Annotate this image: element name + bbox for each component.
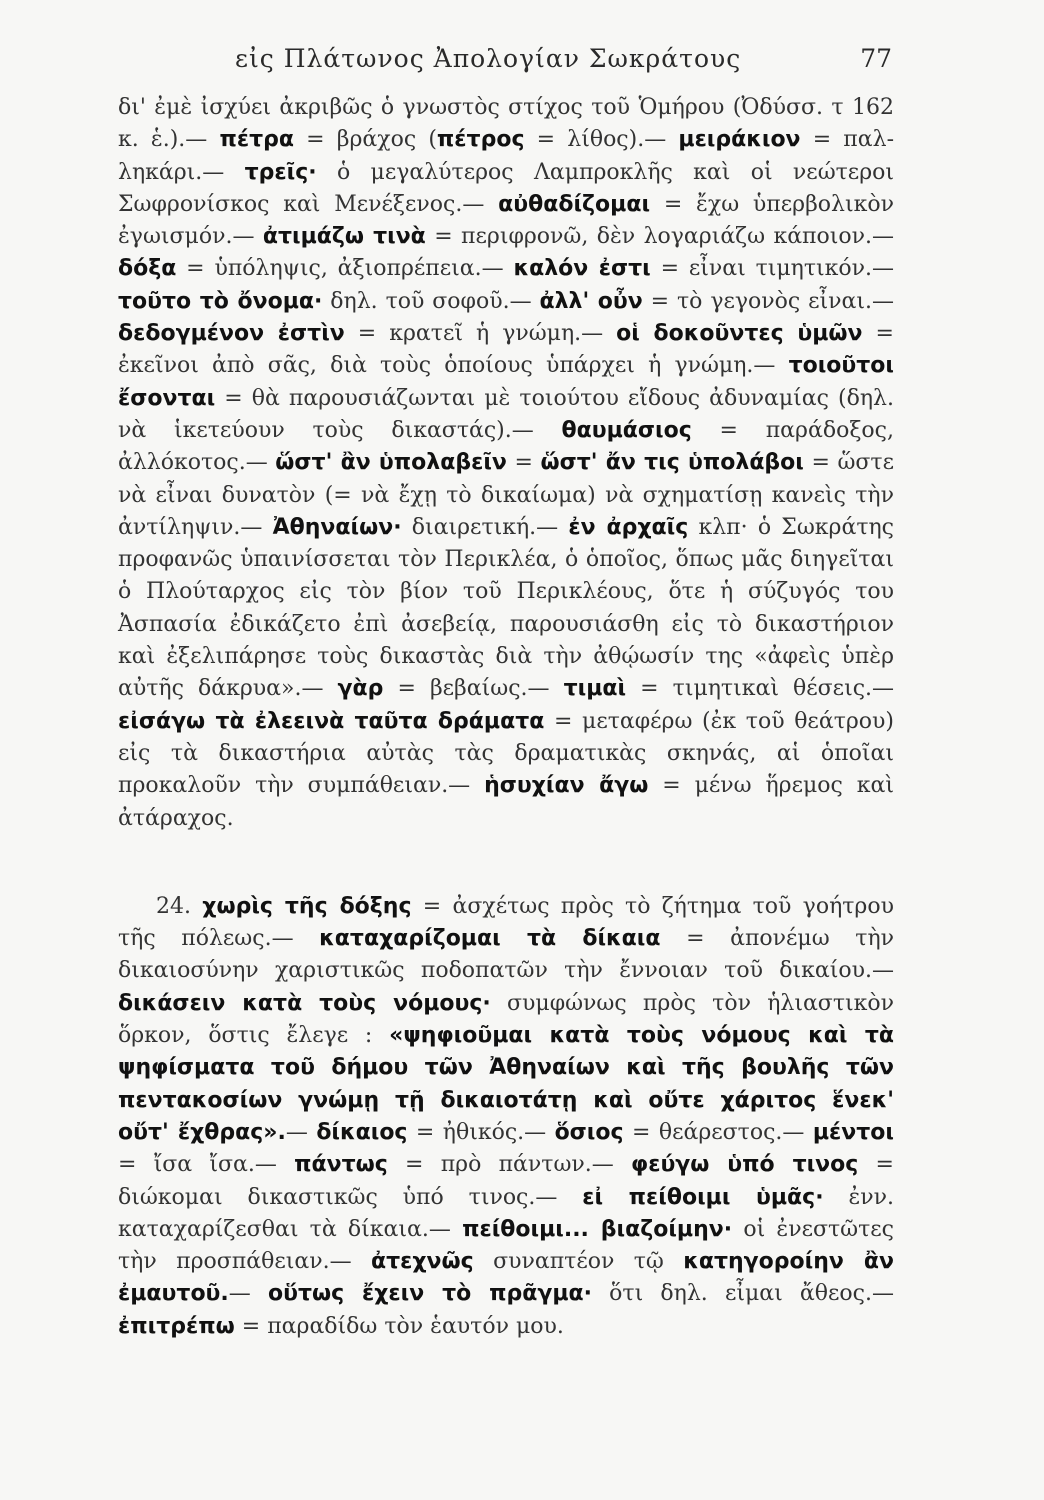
commentary-paragraph-24: [118, 891, 894, 1343]
lemma-term: ὥστ' ἄν τις ὑπολάβοι: [540, 450, 804, 476]
lemma-term: τιμαὶ: [563, 676, 627, 702]
gloss-text: = τὸ γεγονὸς εἶναι.—: [642, 288, 895, 314]
gloss-text: = παραδίδω τὸν ἑαυτόν μου.: [234, 1313, 564, 1339]
gloss-text: =: [506, 450, 541, 476]
gloss-text: —: [285, 1119, 317, 1145]
lemma-term: πείθοιμι... βιαζοίμην·: [462, 1216, 733, 1242]
lemma-term: μειράκιον: [678, 127, 801, 153]
lemma-term: τοιοῦτοι ἔσονται: [118, 353, 894, 411]
gloss-text: = διώκομαι δικαστικῶς ὑπό τινος.—: [118, 1152, 894, 1210]
lemma-term: ὥστ' ἂν ὑπολαβεῖν: [275, 450, 507, 476]
lemma-term: καταχαρίζομαι τὰ δίκαια: [319, 926, 661, 952]
lemma-term: μέντοι: [812, 1119, 894, 1145]
lemma-term: δεδογμένον ἐστὶν: [118, 321, 345, 347]
gloss-text: = ἀσχέτως πρὸς τὸ ζήτημα τοῦ γοήτρου τῆς πόλεως.—: [118, 893, 894, 952]
lemma-term: τρεῖς·: [244, 159, 317, 185]
gloss-text: = ἐκεῖνοι ἀπὸ σᾶς, διὰ τοὺς ὁποίους ὑπάρχει ἡ γνώμη.—: [118, 321, 894, 379]
gloss-text: = περιφρονῶ, δὲν λογαριάζω κάποιον.—: [425, 224, 894, 250]
lemma-term: εἰσάγω τὰ ἐλεεινὰ ταῦτα δράματα: [118, 708, 545, 734]
lemma-term: ὅσιος: [554, 1119, 624, 1145]
gloss-text: = κρατεῖ ἡ γνώμη.—: [344, 321, 617, 347]
lemma-term: πέτρα: [219, 127, 294, 153]
lemma-term: ἡσυχίαν ἄγω: [484, 773, 649, 799]
gloss-text: κλπ· ὁ Σωκράτης προφανῶς ὑπαινίσσεται τὸν Περικλέα, ὁ ὁποῖος, ὅπως μᾶς διηγεῖται ὁ Πλούταρχος εἰς τὸν βίον τοῦ Περικλέους, ὅτε ἡ σύζυγός του Ἀσπασία ἐδικάζετο ἐπὶ ἀσεβείᾳ, παρουσιάσθη εἰς τὸ δικαστήριον καὶ ἐξελιπάρησε τοὺς δικαστὰς διὰ τὴν ἀθῴωσίν της «ἀφεὶς ὑπὲρ αὐτῆς δάκρυα».—: [118, 514, 895, 702]
gloss-text: = ἀπονέμω τὴν δικαιοσύνην χαριστικῶς ποδοπατῶν τὴν ἔννοιαν τοῦ δικαίου.—: [118, 926, 894, 984]
gloss-text: = πρὸ πάντων.—: [387, 1152, 631, 1178]
commentary-paragraph: [118, 92, 894, 835]
gloss-text: = θὰ παρουσιάζωνται μὲ τοιούτου εἴδους ἀδυναμίας (δηλ. νὰ ἱκετεύουν τοὺς δικαστάς).—: [118, 385, 894, 443]
gloss-text: 24.: [156, 893, 203, 919]
lemma-term: καλόν ἐστι: [513, 256, 651, 282]
lemma-term: δίκαιος: [316, 1119, 408, 1145]
gloss-text: = ὥστε νὰ εἶναι δυνατὸν (= νὰ ἔχῃ τὸ δικαίωμα) νὰ σχηματίσῃ κανεὶς τὴν ἀντίληψιν.—: [118, 450, 894, 540]
gloss-text: = θεάρεστος.—: [623, 1119, 813, 1145]
lemma-term: κατηγοροίην ἂν ἐμαυτοῦ.: [118, 1249, 894, 1307]
lemma-term: πάντως: [294, 1152, 388, 1178]
gloss-text: = μένω ἥρεμος καὶ ἀτάραχος.: [118, 773, 894, 831]
lemma-term: δόξα: [118, 256, 177, 282]
gloss-text: ὅτι δηλ. εἶμαι ἄθεος.—: [592, 1281, 894, 1307]
gloss-text: = ἠθικός.—: [407, 1119, 555, 1145]
lemma-term: τοῦτο τὸ ὄνομα·: [118, 288, 323, 314]
gloss-text: δι' ἐμὲ ἰσχύει ἀκριβῶς ὁ γνωστὸς στίχος τοῦ Ὁμήρου (Ὀδύσσ. τ 162 κ. ἑ.).—: [118, 95, 894, 153]
gloss-text: —: [228, 1281, 268, 1307]
gloss-text: διαιρετική.—: [401, 514, 569, 540]
lemma-term: αὐθαδίζομαι: [498, 191, 651, 217]
lemma-term: δικάσειν κατὰ τοὺς νόμους·: [118, 990, 491, 1016]
lemma-term: χωρὶς τῆς δόξης: [202, 893, 412, 919]
gloss-text: οἱ ἐνεστῶτες τὴν προσπάθειαν.—: [118, 1216, 894, 1275]
gloss-text: συναπτέον τῷ: [473, 1249, 684, 1275]
lemma-term: οἱ δοκοῦντες ὑμῶν: [616, 321, 863, 347]
lemma-term: Ἀθηναίων·: [272, 514, 402, 540]
gloss-text: δηλ. τοῦ σοφοῦ.—: [322, 288, 540, 314]
lemma-term: φεύγω ὑπό τινος: [630, 1152, 859, 1178]
lemma-term: θαυμάσιος: [561, 417, 692, 443]
gloss-text: = παλληκάρι.—: [118, 127, 894, 185]
gloss-text: = εἶναι τιμητικόν.—: [650, 256, 894, 282]
lemma-term: ἐν ἀρχαῖς: [568, 514, 689, 540]
gloss-text: = βράχος (: [294, 127, 437, 153]
gloss-text: συμφώνως πρὸς τὸν ἡλιαστικὸν ὅρκον, ὅστις ἔλεγε :: [118, 990, 894, 1049]
gloss-text: = τιμητικαὶ θέσεις.—: [626, 676, 895, 702]
gloss-text: ἐνν. καταχαρίζεσθαι τὰ δίκαια.—: [118, 1184, 895, 1242]
gloss-text: = ἴσα ἴσα.—: [118, 1152, 295, 1178]
lemma-term: πέτρος: [436, 127, 525, 153]
gloss-text: ὁ μεγαλύτερος Λαμπροκλῆς καὶ οἱ νεώτεροι Σωφρονίσκος καὶ Μενέξενος.—: [118, 159, 895, 217]
commentary-body: [118, 92, 894, 1343]
gloss-text: = ὑπόληψις, ἀξιοπρέπεια.—: [176, 256, 514, 282]
gloss-text: = μεταφέρω (ἐκ τοῦ θεάτρου) εἰς τὰ δικαστήρια αὐτὰς τὰς δραματικὰς σκηνάς, αἱ ὁποῖαι προκαλοῦν τὴν συμπάθειαν.—: [118, 708, 894, 799]
lemma-term: οὕτως ἔχειν τὸ πρᾶγμα·: [267, 1281, 592, 1307]
lemma-term: ἐπιτρέπω: [118, 1313, 235, 1339]
lemma-term: ἀτεχνῶς: [370, 1249, 474, 1275]
gloss-text: = ἔχω ὑπερβολικὸν ἐγωισμόν.—: [118, 191, 894, 250]
gloss-text: = λίθος).—: [524, 127, 679, 153]
lemma-term: εἰ πείθοιμι ὑμᾶς·: [582, 1184, 824, 1210]
gloss-text: = βεβαίως.—: [383, 676, 564, 702]
lemma-term: ἀλλ' οὖν: [539, 288, 643, 314]
lemma-term: «ψηφιοῦμαι κατὰ τοὺς νόμους καὶ τὰ ψηφίσματα τοῦ δήμου τῶν Ἀθηναίων καὶ τῆς βουλῆς τῶν πεντακοσίων γνώμῃ τῇ δικαιοτάτῃ καὶ οὔτε χάριτος ἕνεκ' οὔτ' ἔχθρας».: [118, 1023, 895, 1145]
lemma-term: γὰρ: [337, 676, 384, 702]
running-title: εἰς Πλάτωνος Ἀπολογίαν Σωκράτους: [235, 44, 742, 73]
running-head: [0, 42, 1044, 82]
gloss-text: = παράδοξος, ἀλλόκοτος.—: [118, 417, 894, 476]
lemma-term: ἀτιμάζω τινὰ: [262, 224, 426, 250]
page-number: 77: [860, 44, 892, 73]
